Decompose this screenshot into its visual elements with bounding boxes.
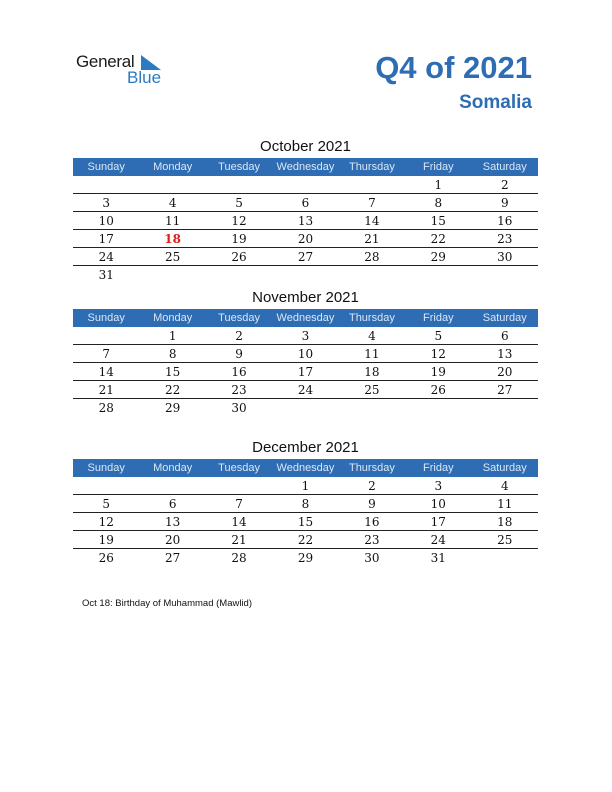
day-cell: 19 — [73, 531, 139, 549]
day-cell: 26 — [405, 381, 471, 399]
day-cell — [73, 176, 139, 194]
day-cell: 20 — [272, 230, 338, 248]
day-cell: 29 — [164, 400, 181, 415]
week-row — [73, 549, 538, 567]
month-title: December 2021 — [252, 439, 359, 456]
day-cell — [206, 176, 272, 194]
page-title: Q4 of 2021 — [375, 50, 532, 85]
day-cell — [339, 399, 405, 417]
weekday-label: Monday — [139, 309, 205, 327]
day-cell: 13 — [272, 212, 338, 230]
weekday-label: Wednesday — [272, 459, 338, 477]
week-row — [73, 176, 538, 194]
day-cell — [339, 266, 405, 284]
month-december — [73, 437, 538, 566]
day-cell: 19 — [405, 363, 471, 381]
weekday-header — [73, 158, 538, 176]
day-cell — [472, 266, 538, 284]
day-cell: 4 — [139, 194, 205, 212]
week-row — [73, 327, 538, 345]
day-cell — [73, 327, 139, 345]
day-cell: 23 — [206, 381, 272, 399]
day-cell: 5 — [206, 194, 272, 212]
day-cell: 31 — [98, 267, 114, 282]
day-cell: 3 — [272, 327, 338, 345]
day-cell: 28 — [339, 248, 405, 266]
month-title: November 2021 — [252, 289, 359, 306]
day-cell — [272, 399, 338, 417]
day-cell: 23 — [472, 230, 538, 248]
weekday-label: Friday — [405, 459, 471, 477]
weekday-label: Monday — [139, 158, 205, 176]
logo-text-blue: Blue — [127, 68, 162, 87]
day-cell: 17 — [272, 363, 338, 381]
week-row — [73, 381, 538, 399]
day-cell: 20 — [472, 363, 538, 381]
day-cell: 25 — [339, 381, 405, 399]
week-row — [73, 230, 538, 248]
month-grid — [73, 459, 538, 566]
day-cell: 23 — [339, 531, 405, 549]
day-cell: 6 — [139, 495, 205, 513]
day-cell: 27 — [164, 550, 181, 565]
day-cell: 5 — [73, 495, 139, 513]
day-cell — [472, 549, 538, 567]
weekday-label: Thursday — [339, 309, 405, 327]
weekday-header — [73, 309, 538, 327]
day-cell: 21 — [339, 230, 405, 248]
day-cell: 21 — [73, 381, 139, 399]
day-cell: 15 — [139, 363, 205, 381]
day-cell: 16 — [339, 513, 405, 531]
day-cell: 9 — [472, 194, 538, 212]
day-cell: 30 — [364, 550, 380, 565]
day-cell: 11 — [339, 345, 405, 363]
weekday-label: Friday — [405, 309, 471, 327]
holiday-day-cell: 18 — [139, 230, 205, 248]
weekday-label: Wednesday — [272, 158, 338, 176]
weekday-label: Sunday — [73, 309, 139, 327]
day-cell — [272, 176, 338, 194]
day-cell: 18 — [472, 513, 538, 531]
day-cell — [206, 477, 272, 495]
day-cell: 27 — [272, 248, 338, 266]
week-row — [73, 248, 538, 266]
day-cell: 21 — [206, 531, 272, 549]
country-name: Somalia — [459, 92, 532, 113]
day-cell — [405, 399, 471, 417]
week-row — [73, 266, 538, 284]
day-cell: 30 — [231, 400, 247, 415]
day-cell: 9 — [339, 495, 405, 513]
day-cell: 25 — [472, 531, 538, 549]
day-cell: 8 — [139, 345, 205, 363]
day-cell: 15 — [272, 513, 338, 531]
weekday-label: Monday — [139, 459, 205, 477]
week-row — [73, 513, 538, 531]
weekday-label: Saturday — [472, 158, 538, 176]
weekday-label: Wednesday — [272, 309, 338, 327]
holiday-note: Oct 18: Birthday of Muhammad (Mawlid) — [82, 598, 253, 609]
holiday-notes — [82, 598, 252, 609]
day-cell: 29 — [405, 248, 471, 266]
day-cell: 3 — [405, 477, 471, 495]
weekday-label: Thursday — [339, 459, 405, 477]
weekday-label: Tuesday — [206, 459, 272, 477]
day-cell: 2 — [206, 327, 272, 345]
day-cell: 17 — [405, 513, 471, 531]
day-cell: 4 — [472, 477, 538, 495]
weekday-label: Friday — [405, 158, 471, 176]
day-cell — [139, 266, 205, 284]
day-cell: 1 — [272, 477, 338, 495]
day-cell: 12 — [73, 513, 139, 531]
day-cell: 22 — [272, 531, 338, 549]
month-title: October 2021 — [260, 138, 351, 155]
day-cell: 6 — [272, 194, 338, 212]
weekday-header — [73, 459, 538, 477]
day-cell: 9 — [206, 345, 272, 363]
weekday-label: Sunday — [73, 158, 139, 176]
week-row — [73, 194, 538, 212]
week-row — [73, 495, 538, 513]
day-cell: 16 — [472, 212, 538, 230]
month-grid — [73, 309, 538, 416]
day-cell — [206, 266, 272, 284]
day-cell: 15 — [405, 212, 471, 230]
day-cell — [405, 266, 471, 284]
day-cell: 11 — [139, 212, 205, 230]
day-cell: 12 — [206, 212, 272, 230]
week-row — [73, 212, 538, 230]
day-cell — [472, 399, 538, 417]
day-cell: 14 — [339, 212, 405, 230]
day-cell: 6 — [472, 327, 538, 345]
day-cell: 19 — [206, 230, 272, 248]
day-cell — [139, 477, 205, 495]
month-grid — [73, 158, 538, 283]
day-cell: 3 — [73, 194, 139, 212]
day-cell: 7 — [206, 495, 272, 513]
day-cell — [139, 176, 205, 194]
day-cell: 7 — [339, 194, 405, 212]
week-row — [73, 345, 538, 363]
day-cell: 5 — [405, 327, 471, 345]
day-cell: 29 — [297, 550, 314, 565]
day-cell: 12 — [405, 345, 471, 363]
day-cell: 17 — [73, 230, 139, 248]
day-cell: 10 — [272, 345, 338, 363]
week-row — [73, 363, 538, 381]
day-cell: 7 — [73, 345, 139, 363]
day-cell: 28 — [231, 550, 247, 565]
logo-text-general: General — [76, 52, 135, 71]
weekday-label: Thursday — [339, 158, 405, 176]
day-cell: 13 — [472, 345, 538, 363]
day-cell: 24 — [272, 381, 338, 399]
day-cell: 14 — [206, 513, 272, 531]
day-cell: 1 — [139, 327, 205, 345]
day-cell: 24 — [405, 531, 471, 549]
day-cell: 2 — [472, 176, 538, 194]
day-cell: 8 — [272, 495, 338, 513]
day-cell — [339, 176, 405, 194]
weekday-label: Saturday — [472, 309, 538, 327]
day-cell: 20 — [139, 531, 205, 549]
day-cell: 30 — [472, 248, 538, 266]
week-row — [73, 399, 538, 417]
day-cell — [272, 266, 338, 284]
day-cell: 10 — [405, 495, 471, 513]
day-cell: 8 — [405, 194, 471, 212]
day-cell: 14 — [73, 363, 139, 381]
day-cell: 26 — [98, 550, 114, 565]
weekday-label: Saturday — [472, 459, 538, 477]
day-cell: 22 — [405, 230, 471, 248]
day-cell: 28 — [98, 400, 114, 415]
week-row — [73, 531, 538, 549]
day-cell: 22 — [139, 381, 205, 399]
day-cell: 24 — [73, 248, 139, 266]
weekday-label: Tuesday — [206, 158, 272, 176]
month-november — [73, 287, 538, 416]
weekday-label: Tuesday — [206, 309, 272, 327]
day-cell: 26 — [206, 248, 272, 266]
day-cell — [73, 477, 139, 495]
day-cell: 25 — [139, 248, 205, 266]
month-october — [73, 136, 538, 283]
day-cell: 11 — [472, 495, 538, 513]
day-cell: 18 — [339, 363, 405, 381]
day-cell: 4 — [339, 327, 405, 345]
day-cell: 13 — [139, 513, 205, 531]
weekday-label: Sunday — [73, 459, 139, 477]
day-cell: 31 — [430, 550, 446, 565]
week-row — [73, 477, 538, 495]
day-cell: 1 — [405, 176, 471, 194]
day-cell: 27 — [472, 381, 538, 399]
day-cell: 10 — [73, 212, 139, 230]
day-cell: 2 — [339, 477, 405, 495]
day-cell: 16 — [206, 363, 272, 381]
